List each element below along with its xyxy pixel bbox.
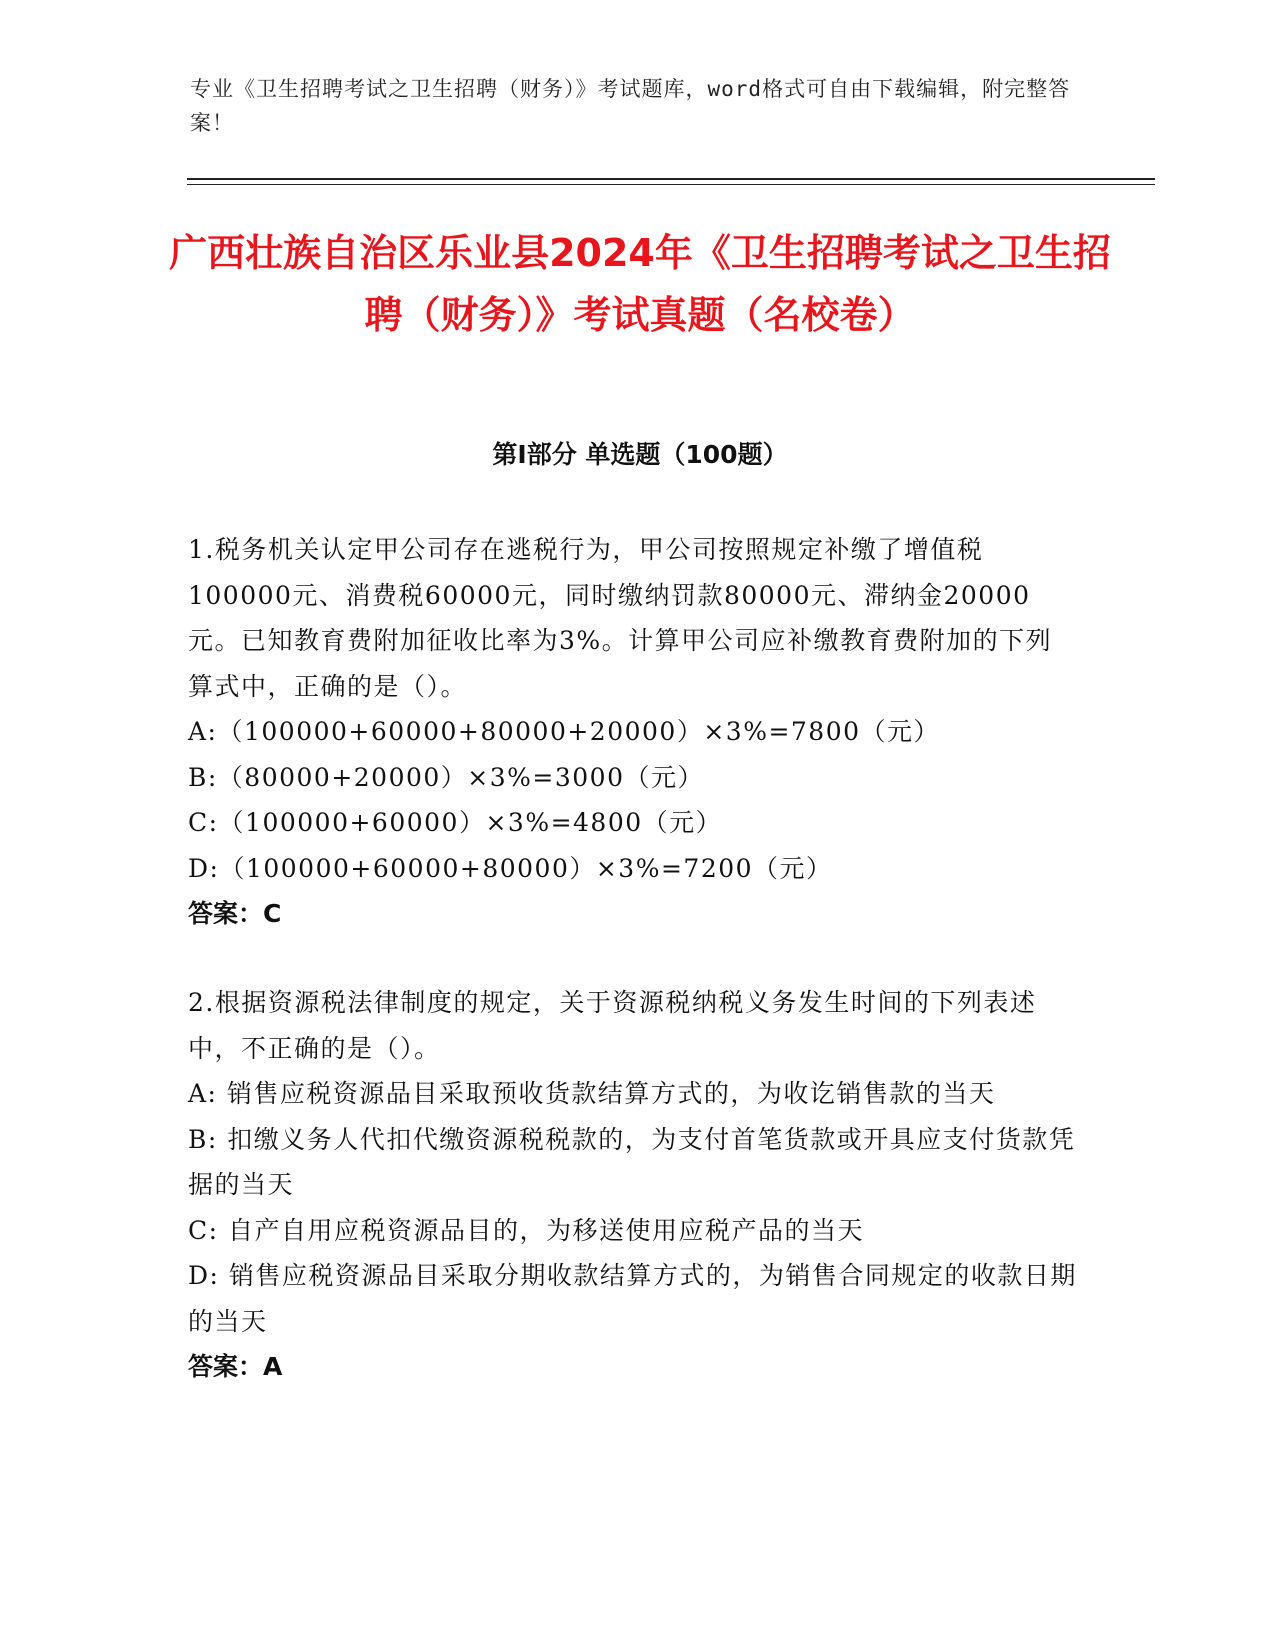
section-title: 第I部分 单选题（100题） xyxy=(492,440,788,469)
question-stem: 2.根据资源税法律制度的规定，关于资源税纳税义务发生时间的下列表述中，不正确的是（）。 xyxy=(188,988,1037,1063)
option-a: A:（100000+60000+80000+20000）×3%=7800（元） xyxy=(188,717,941,746)
question-stem: 1.税务机关认定甲公司存在逃税行为，甲公司按照规定补缴了增值税100000元、消费税60000元，同时缴纳罚款80000元、滞纳金20000元。已知教育费附加征收比率为3%。计算甲公司应补缴教育费附加的下列算式中，正确的是（）。 xyxy=(188,535,1053,701)
option-a: A: 销售应税资源品目采取预收货款结算方式的，为收讫销售款的当天 xyxy=(188,1079,996,1108)
option-b: B:（80000+20000）×3%=3000（元） xyxy=(188,762,704,792)
header-divider-thin xyxy=(187,184,1155,185)
question-2 xyxy=(188,980,1078,1390)
option-d: D: 销售应税资源品目采取分期收款结算方式的，为销售合同规定的收款日期的当天 xyxy=(188,1261,1077,1336)
option-b: B: 扣缴义务人代扣代缴资源税税款的，为支付首笔货款或开具应支付货款凭据的当天 xyxy=(188,1124,1076,1199)
header-divider-thick xyxy=(187,178,1155,180)
option-d: D:（100000+60000+80000）×3%=7200（元） xyxy=(188,853,833,883)
question-1 xyxy=(188,527,1078,937)
header-note: 专业《卫生招聘考试之卫生招聘（财务）》考试题库，word格式可自由下载编辑，附完整答案！ xyxy=(190,77,1071,135)
option-c: C: 自产自用应税资源品目的，为移送使用应税产品的当天 xyxy=(188,1215,865,1245)
option-c: C:（100000+60000）×3%=4800（元） xyxy=(188,808,723,837)
answer: 答案：A xyxy=(188,1352,283,1381)
answer: 答案：C xyxy=(188,899,282,928)
document-title: 广西壮族自治区乐业县2024年《卫生招聘考试之卫生招聘（财务）》考试真题（名校卷） xyxy=(169,231,1111,337)
